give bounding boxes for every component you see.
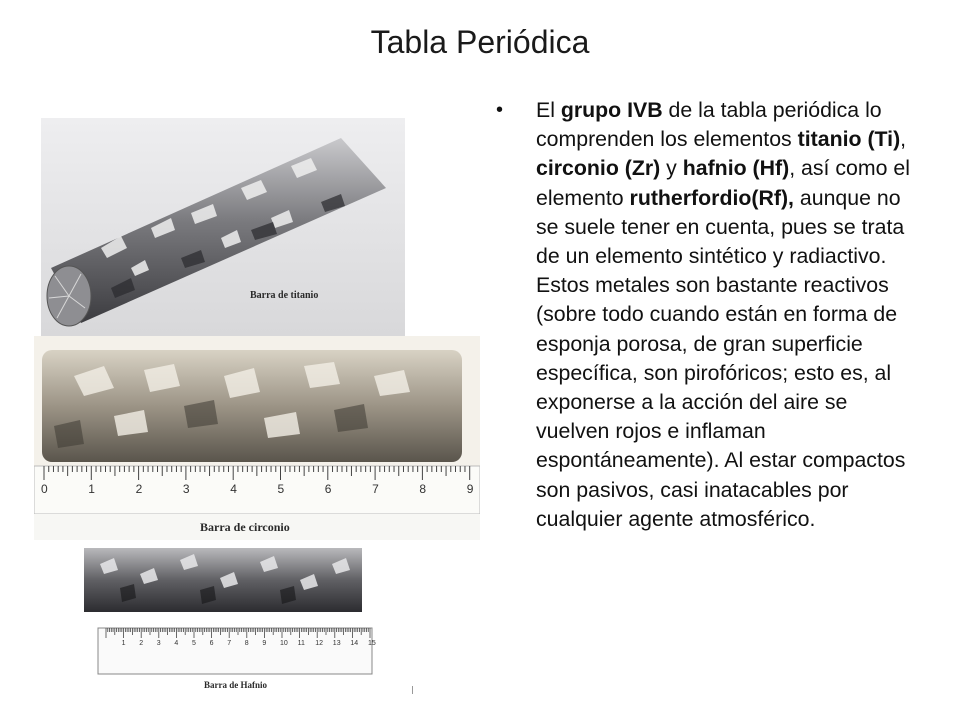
- ruler-number: 6: [324, 482, 332, 496]
- ruler-number: 4: [174, 640, 179, 647]
- text-bold-grupo: grupo IVB: [560, 98, 663, 122]
- ruler-number: 8: [419, 482, 427, 496]
- titanium-bar-image: [41, 118, 405, 336]
- ruler-number: 2: [139, 640, 144, 647]
- text-part: , así como el elemento: [536, 156, 910, 210]
- text-part: y: [660, 156, 683, 181]
- ruler-number: 1: [121, 640, 126, 647]
- hafnium-bar-drawing: [70, 544, 375, 694]
- text-bold-rutherfordio: rutherfordio(Rf),: [629, 185, 794, 210]
- slide-title: Tabla Periódica: [370, 24, 590, 60]
- bullet-paragraph: [496, 96, 916, 534]
- text-part: ,: [900, 127, 907, 152]
- ruler-number: 8: [244, 640, 249, 647]
- text-part: El: [536, 98, 561, 122]
- text-bold-hafnio: hafnio (Hf): [682, 156, 790, 181]
- text-bold-circonio: circonio (Zr): [536, 156, 661, 181]
- hafnium-bar-image: [70, 544, 375, 694]
- ruler-number: 10: [280, 640, 288, 647]
- hafnium-caption: Barra de Hafnio: [204, 680, 267, 690]
- ruler-number: 5: [277, 482, 285, 496]
- bullet-text: [536, 96, 916, 534]
- small-mark: [412, 686, 413, 694]
- bullet-dot-icon: •: [496, 99, 504, 121]
- ruler-number: 15: [368, 640, 376, 647]
- ruler-number: 7: [372, 482, 379, 496]
- ruler-number: 7: [227, 640, 232, 647]
- ruler-number: 13: [332, 640, 341, 647]
- ruler-number: 0: [41, 482, 48, 496]
- ruler-number: 12: [315, 640, 323, 647]
- titanium-bar-drawing: [41, 118, 405, 336]
- zirconium-bar-image: [34, 336, 480, 540]
- ruler-number: 2: [135, 482, 143, 496]
- ruler-number: 6: [209, 640, 214, 647]
- ruler-number: 14: [350, 640, 359, 647]
- ruler-number: 9: [262, 640, 267, 647]
- zirconium-caption: Barra de circonio: [200, 520, 290, 534]
- text-bold-titanio: titanio (Ti): [797, 127, 901, 152]
- ruler-number: 3: [182, 482, 190, 496]
- text-part: aunque no se suele tener en cuenta, pues se trata de un elemento sintético y radiactivo. Estos metales son bastante reactivos (sobre todo cuando están en forma de esponja porosa, de gran superficie específica, son pirofóricos; esto es, al exponerse a la acción del aire se vuelven rojos e inflaman espontáneamente). Al estar compactos son pasivos, casi inatacables por cualquier agente atmosférico.: [536, 185, 906, 531]
- ruler-number: 1: [88, 482, 95, 496]
- text-part: de la tabla periódica lo comprenden los elementos: [536, 98, 882, 152]
- ruler-number: 11: [297, 640, 305, 647]
- ruler-number: 9: [466, 482, 474, 496]
- titanium-caption: Barra de titanio: [250, 290, 319, 301]
- ruler-number: 5: [192, 640, 196, 647]
- ruler-number: 4: [230, 482, 237, 496]
- zirconium-bar-drawing: [34, 336, 480, 540]
- ruler-number: 3: [156, 640, 161, 647]
